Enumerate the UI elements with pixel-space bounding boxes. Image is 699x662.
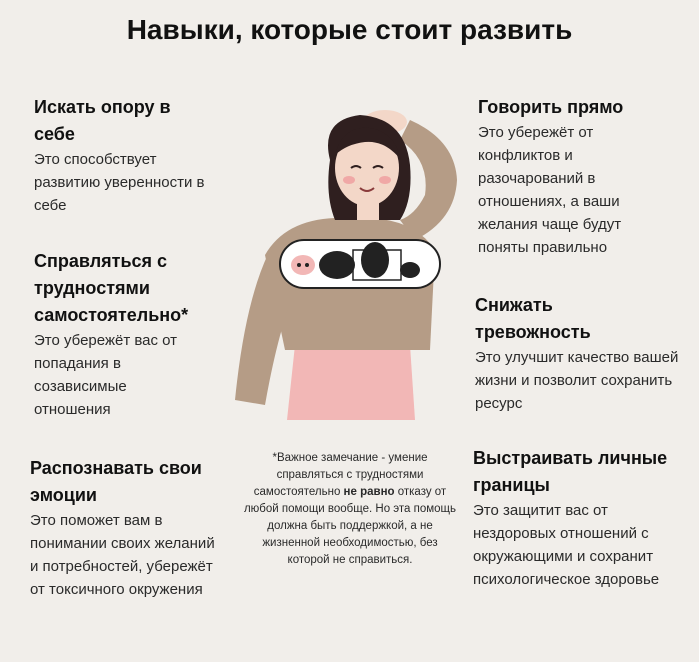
skill-heading: Выстраивать личные границы — [473, 448, 668, 495]
skill-heading: Распознавать свои эмоции — [30, 458, 202, 505]
footnote-text-end: отказу от любой помощи вообще. Но эта помощь должна быть поддержкой, а не жизненной необходимостью, без которой не справиться. — [243, 486, 457, 566]
skill-text: Это способствует развитию уверенности в себе — [34, 151, 205, 214]
girl-illustration-svg — [225, 100, 475, 420]
cheek-left — [343, 176, 355, 184]
cheek-right — [379, 176, 391, 184]
page-title: Навыки, которые стоит развить — [126, 14, 573, 45]
skill-block-2 — [34, 248, 214, 421]
skill-text: Это улучшит качество вашей жизни и позволит сохранить ресурс — [475, 349, 679, 412]
skill-heading: Справляться с трудностями самостоятельно* — [34, 251, 189, 325]
skill-block-4 — [478, 94, 678, 259]
skill-block-1 — [34, 94, 214, 217]
cow-nose — [291, 255, 315, 275]
cow-spot-2 — [361, 242, 389, 278]
skill-heading: Снижать тревожность — [475, 295, 591, 342]
skill-text: Это убережёт от конфликтов и разочарований в отношениях, а ваши желания чаще будут поняты правильно — [478, 124, 622, 256]
skill-heading: Искать опору в себе — [34, 97, 171, 144]
cow-nostril-left — [297, 263, 301, 267]
skill-block-6 — [473, 445, 693, 591]
skill-heading: Говорить прямо — [478, 97, 624, 117]
footnote-text-start: *Важное замечание - умение справляться с трудностями самостоятельно — [253, 452, 428, 498]
footnote-bold: не равно — [343, 486, 395, 498]
skill-block-5 — [475, 292, 685, 415]
skill-text: Это убережёт вас от попадания в созависимые отношения — [34, 332, 178, 418]
skill-text: Это поможет вам в понимании своих желаний и потребностей, убережёт от токсичного окружения — [30, 512, 215, 598]
skill-text: Это защитит вас от нездоровых отношений с окружающими и сохранит психологическое здоровье — [473, 502, 660, 588]
cow-spot-1 — [319, 251, 355, 279]
footnote — [240, 450, 460, 569]
skirt-shape — [287, 345, 415, 420]
cow-spot-3 — [400, 262, 420, 278]
cow-nostril-right — [305, 263, 309, 267]
girl-illustration — [225, 100, 475, 420]
skill-block-3 — [30, 455, 225, 601]
